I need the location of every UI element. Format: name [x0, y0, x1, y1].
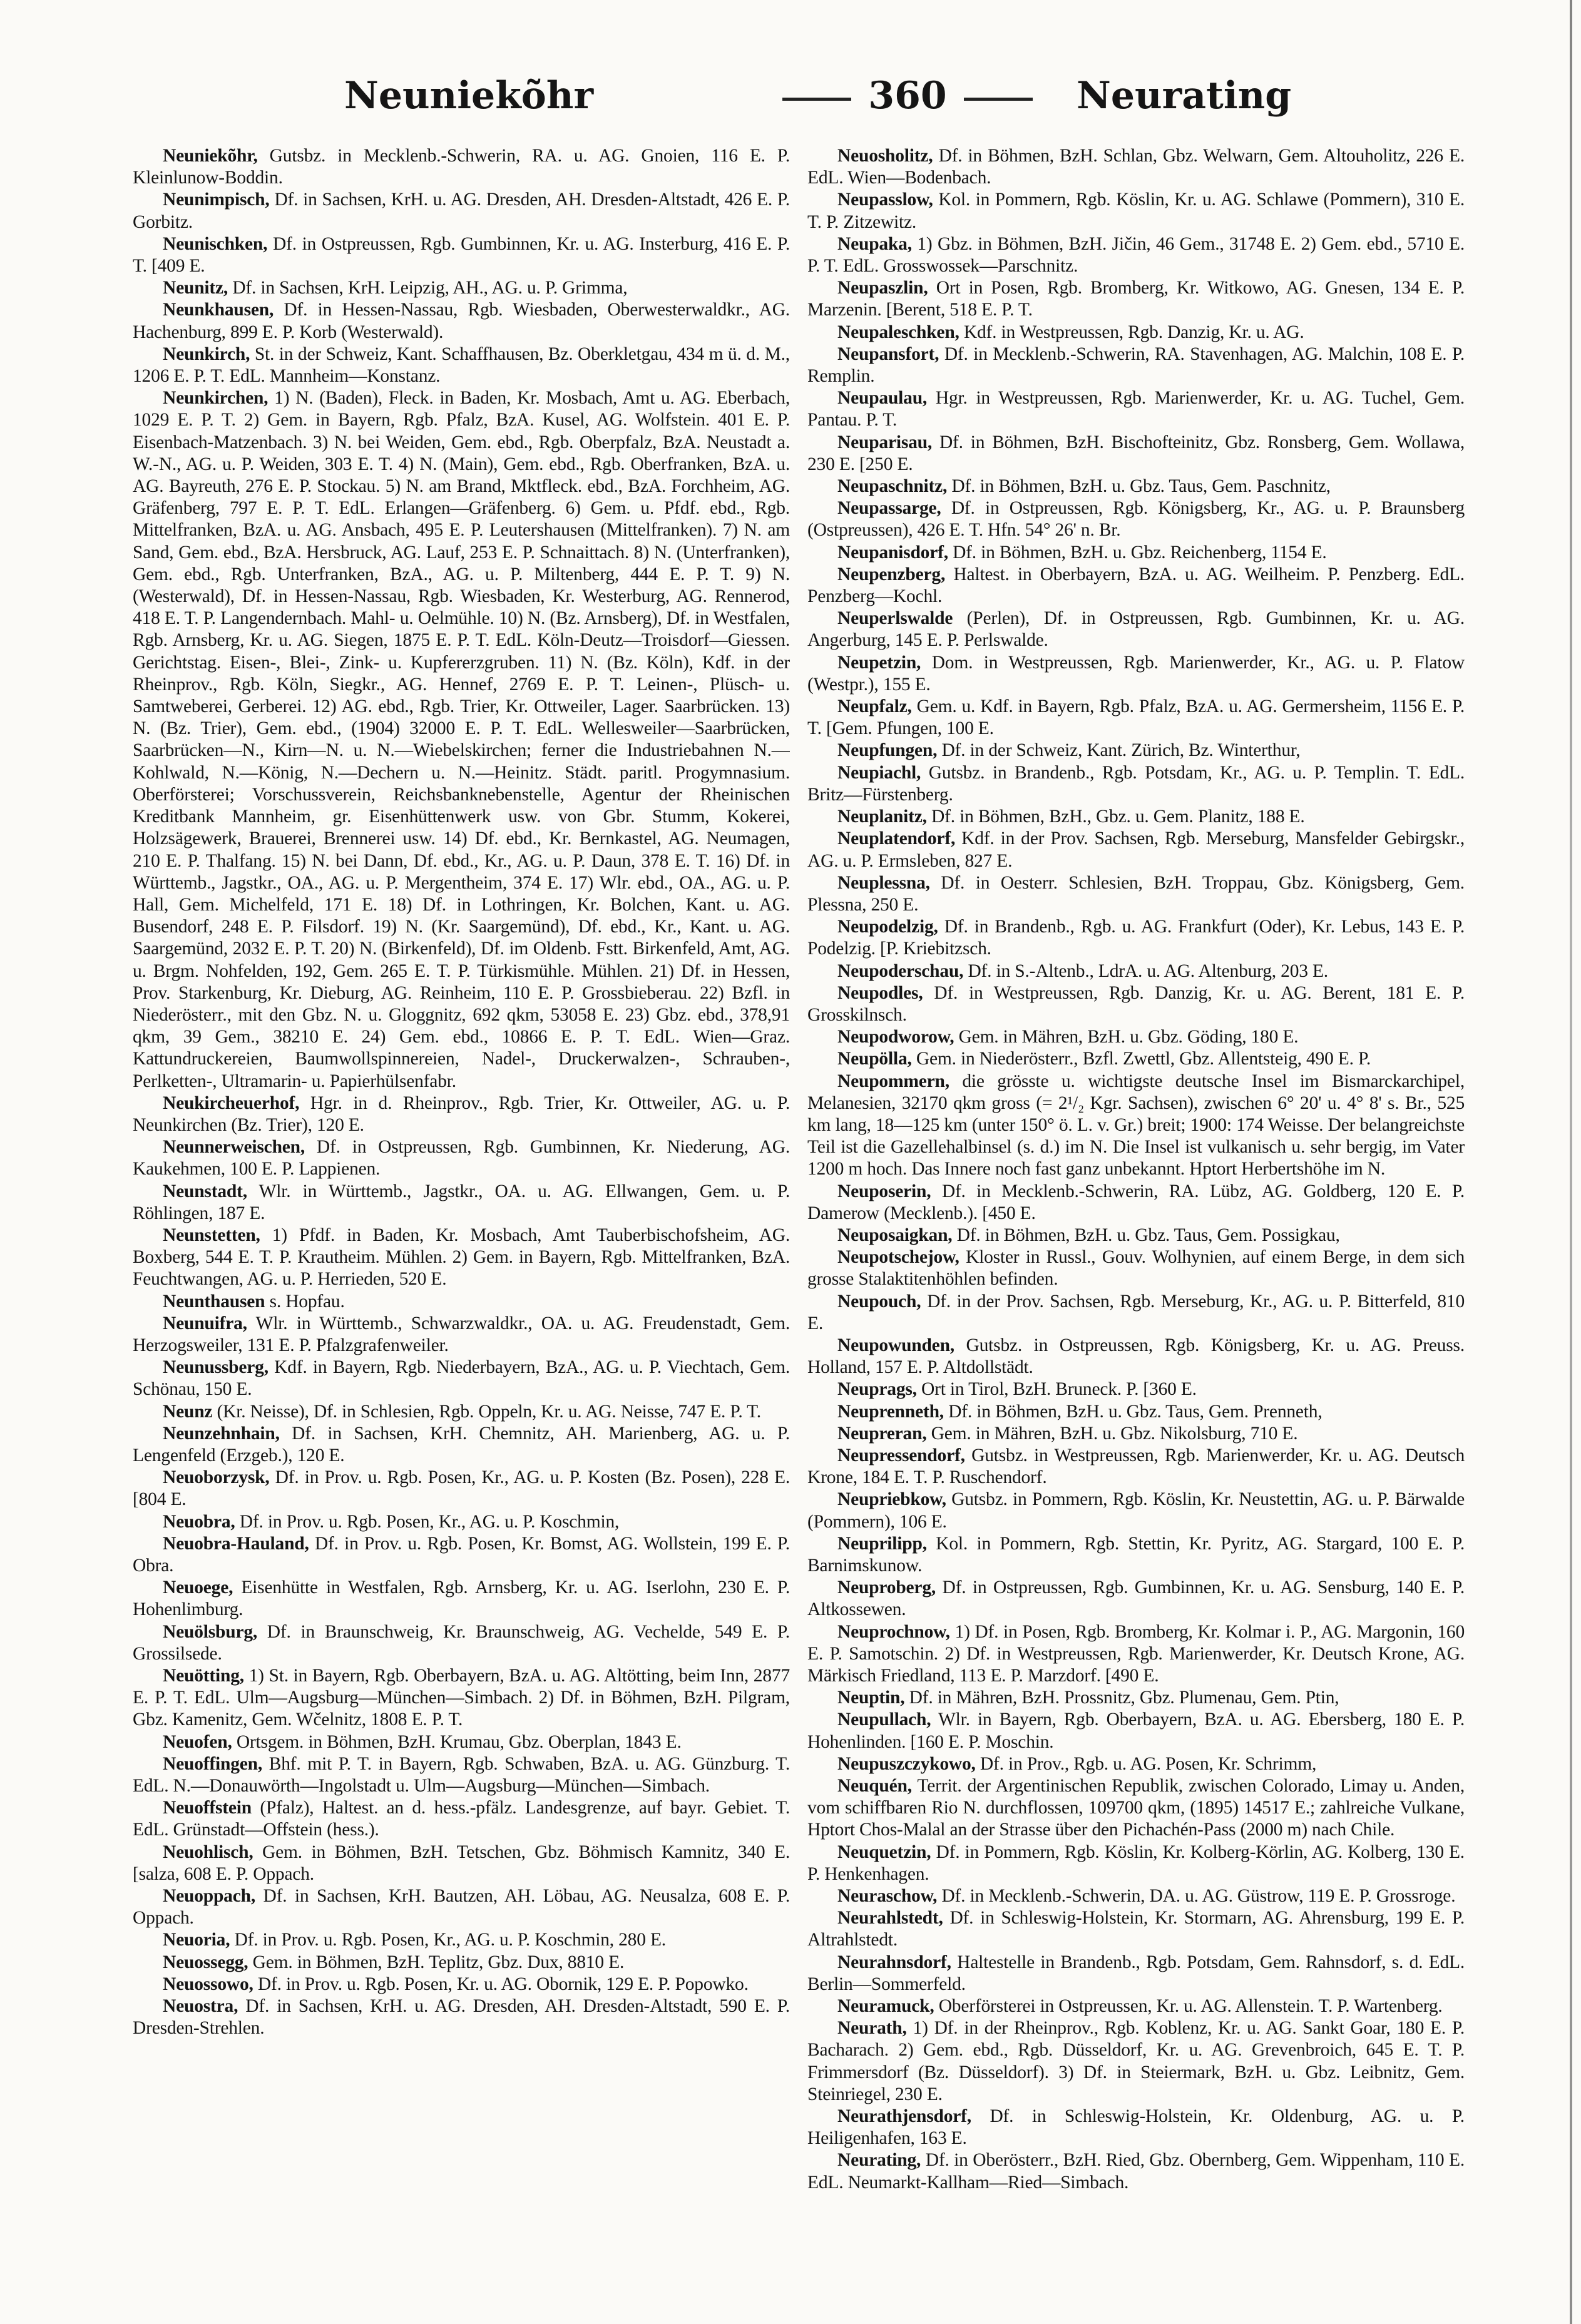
entry	[807, 1775, 1465, 1842]
entry-text: Gem. in Böhmen, BzH. Teplitz, Gbz. Dux, 8810 E.	[248, 1952, 625, 1972]
entry-text: Kdf. in der Prov. Sachsen, Rgb. Merseburg, Mansfelder Gebirgskr., AG. u. P. Ermsleben, 827 E.	[807, 828, 1465, 871]
entry-headword: Neupowunden,	[837, 1335, 954, 1355]
entry-headword: Neuobra-Hauland,	[163, 1533, 309, 1554]
entry-text: 1) Gbz. in Böhmen, BzH. Jičin, 46 Gem., 31748 E. 2) Gem. ebd., 5710 E. P. T. EdL. Grosswossek—Parschnitz.	[807, 233, 1465, 277]
entry-text: Df. in Prov. u. Rgb. Posen, Kr., AG. u. P. Koschmin, 280 E.	[230, 1930, 666, 1950]
entry	[133, 1995, 790, 2039]
entry	[807, 1401, 1465, 1423]
entry-headword: Neunitz,	[163, 278, 228, 298]
entry-headword: Neupasslow,	[837, 190, 933, 210]
entry-text: Hgr. in Westpreussen, Rgb. Marienwerder, Kr. u. AG. Tuchel, Gem. Pantau. P. T.	[807, 388, 1465, 431]
entry-headword: Neuossowo,	[163, 1974, 253, 1994]
entry	[807, 1709, 1465, 1753]
entry	[807, 1842, 1465, 1885]
entry-headword: Neupullach,	[837, 1710, 931, 1730]
entry-headword: Neuperlswalde	[837, 608, 953, 629]
entry	[133, 1225, 790, 1291]
entry-text: Hgr. in d. Rheinprov., Rgb. Trier, Kr. Ottweiler, AG. u. P. Neunkirchen (Bz. Trier), 120 E.	[133, 1093, 790, 1135]
entry	[807, 1489, 1465, 1532]
entry-text: Df. in Mähren, BzH. Prossnitz, Gbz. Plumenau, Gem. Ptin,	[904, 1688, 1339, 1708]
entry-headword: Neupaulau,	[837, 388, 928, 409]
entry	[133, 1842, 790, 1885]
entry-text: Ortsgem. in Böhmen, BzH. Krumau, Gbz. Oberplan, 1843 E.	[232, 1731, 682, 1752]
entry-headword: Neuostra,	[163, 1996, 238, 2017]
header-left-word: Neuniekõhr	[344, 74, 594, 118]
entry	[807, 189, 1465, 233]
entry	[807, 1445, 1465, 1489]
entry-headword: Neurathjensdorf,	[837, 2106, 971, 2127]
entry-headword: Neupaleschken,	[837, 322, 959, 342]
entry-headword: Neuptin,	[837, 1688, 905, 1708]
header-right-word: Neurating	[1077, 74, 1292, 118]
entry-text: Df. in Sachsen, KrH. u. AG. Dresden, AH. Dresden-Altstadt, 590 E. P. Dresden-Strehlen.	[133, 1996, 790, 2039]
entry-headword: Neupommern,	[837, 1071, 949, 1091]
entry-headword: Neuprochnow,	[837, 1621, 950, 1642]
entry-text: Ort in Tirol, BzH. Bruneck. P. [360 E.	[916, 1379, 1197, 1400]
entry-text: Df. in der Prov. Sachsen, Rgb. Merseburg, Kr., AG. u. P. Bitterfeld, 810 E.	[807, 1291, 1465, 1333]
entry-headword: Neupouch,	[837, 1291, 921, 1312]
entry	[807, 497, 1465, 541]
entry-text: Gem. in Niederösterr., Bzfl. Zwettl, Gbz. Allentsteig, 490 E. P.	[911, 1049, 1371, 1069]
entry-headword: Neurahlstedt,	[837, 1908, 943, 1929]
entry-headword: Neuölsburg,	[163, 1621, 258, 1642]
entry-text: Gutsbz. in Ostpreussen, Rgb. Königsberg, Kr. u. AG. Preuss. Holland, 157 E. P. Altdollstädt.	[807, 1335, 1465, 1378]
entry	[133, 1665, 790, 1731]
entry	[807, 1753, 1465, 1775]
entry-headword: Neuoborzysk,	[163, 1467, 270, 1488]
entry-text: Ort in Posen, Rgb. Bromberg, Kr. Witkowo, AG. Gnesen, 134 E. P. Marzenin. [Berent, 518 E. P. T.	[807, 278, 1465, 320]
entry	[807, 608, 1465, 651]
entry-text: Df. in der Schweiz, Kant. Zürich, Bz. Winterthur,	[937, 740, 1301, 761]
entry	[133, 1952, 790, 1974]
entry-headword: Neuoria,	[163, 1930, 230, 1950]
entry	[807, 322, 1465, 344]
entry-headword: Neunthausen	[163, 1291, 265, 1312]
entry-headword: Neupreran,	[837, 1423, 927, 1444]
entry-headword: Neuquetzin,	[837, 1842, 931, 1862]
entry-headword: Neupölla,	[837, 1049, 912, 1069]
entry-headword: Neupaka,	[837, 233, 912, 254]
entry	[133, 299, 790, 343]
entry-headword: Neurahnsdorf,	[837, 1952, 951, 1972]
entry-text: Df. in Pommern, Rgb. Köslin, Kr. Kolberg-Körlin, AG. Kolberg, 130 E. P. Henkenhagen.	[807, 1842, 1465, 1884]
entry-headword: Neunnerweischen,	[163, 1137, 305, 1158]
entry-headword: Neunkhausen,	[163, 300, 274, 320]
entry	[133, 277, 790, 299]
entry-headword: Neuoffstein	[163, 1798, 252, 1818]
entry-text: Df. in Mecklenb.-Schwerin, RA. Lübz, AG. Goldberg, 120 E. P. Damerow (Mecklenb.). [450 E.	[807, 1181, 1465, 1223]
entry	[133, 387, 790, 1093]
entry-text: Df. in Ostpreussen, Rgb. Gumbinnen, Kr. u. AG. Insterburg, 416 E. P. T. [409 E.	[133, 233, 790, 277]
entry-text: Gutsbz. in Mecklenb.-Schwerin, RA. u. AG. Gnoien, 116 E. P. Kleinlunow-Boddin.	[133, 146, 790, 188]
entry	[807, 828, 1465, 872]
right-column	[807, 145, 1465, 2316]
entry-headword: Neurating,	[837, 2150, 921, 2171]
entry-text: Df. in Mecklenb.-Schwerin, RA. Stavenhagen, AG. Malchin, 108 E. P. Remplin.	[807, 344, 1465, 387]
entry	[807, 2017, 1465, 2106]
entry-text: Wlr. in Württemb., Schwarzwaldkr., OA. u. AG. Freudenstadt, Gem. Herzogsweiler, 131 E. P. Pfalzgrafenweiler.	[133, 1313, 790, 1355]
entry	[807, 1291, 1465, 1335]
entry-text: Df. in Schleswig-Holstein, Kr. Oldenburg, AG. u. P. Heiligenhafen, 163 E.	[807, 2106, 1465, 2149]
entry-headword: Neunkirchen,	[163, 388, 269, 409]
entry	[807, 1577, 1465, 1621]
entry	[133, 1313, 790, 1357]
entry-headword: Neuramuck,	[837, 1996, 934, 2017]
entry-text: Df. in Sachsen, KrH. Chemnitz, AH. Marienberg, AG. u. P. Lengenfeld (Erzgeb.), 120 E.	[133, 1423, 790, 1465]
entry	[133, 233, 790, 277]
entry	[133, 1533, 790, 1577]
entry-text: (Kr. Neisse), Df. in Schlesien, Rgb. Oppeln, Kr. u. AG. Neisse, 747 E. P. T.	[212, 1401, 761, 1422]
entry-headword: Neupoderschau,	[837, 961, 964, 981]
entry	[807, 564, 1465, 608]
entry-text: Df. in Böhmen, BzH. u. Gbz. Reichenberg, 1154 E.	[948, 542, 1327, 563]
entry	[807, 145, 1465, 189]
entry	[807, 652, 1465, 696]
entry-headword: Neuossegg,	[163, 1952, 248, 1972]
entry-text: Kdf. in Westpreussen, Rgb. Danzig, Kr. u. AG.	[959, 322, 1304, 342]
entry-text: Df. in Ostpreussen, Rgb. Gumbinnen, Kr. u. AG. Sensburg, 140 E. P. Altkossewen.	[807, 1577, 1465, 1620]
entry	[807, 1335, 1465, 1379]
entry-text: Df. in Böhmen, BzH. Schlan, Gbz. Welwarn, Gem. Altouholitz, 226 E. EdL. Wien—Bodenbach.	[807, 146, 1465, 188]
entry-text: Df. in Ostpreussen, Rgb. Gumbinnen, Kr. Niederung, AG. Kaukehmen, 100 E. P. Lappienen.	[133, 1137, 790, 1180]
entry-text: Df. in Sachsen, KrH. u. AG. Dresden, AH. Dresden-Altstadt, 426 E. P. Gorbitz.	[133, 190, 790, 232]
entry-text: 1) St. in Bayern, Rgb. Oberbayern, BzA. u. AG. Altötting, beim Inn, 2877 E. P. T. EdL. Ulm—Augsburg—München—Simbach. 2) Df. in Böhmen, BzH. Pilgram, Gbz. Kamenitz, Gem. Wčelnitz, 1808 E. P. T.	[133, 1666, 790, 1730]
entry	[807, 1225, 1465, 1246]
entry	[807, 1621, 1465, 1688]
entry	[807, 542, 1465, 564]
entry-headword: Neuoege,	[163, 1577, 233, 1598]
entry	[807, 1379, 1465, 1400]
entry-text: Df. in Prov. u. Rgb. Posen, Kr., AG. u. P. Koschmin,	[235, 1511, 620, 1532]
entry-text: Df. in Braunschweig, Kr. Braunschweig, AG. Vechelde, 549 E. P. Grossilsede.	[133, 1621, 790, 1664]
entry-text: Oberförsterei in Ostpreussen, Kr. u. AG. Allenstein. T. P. Wartenberg.	[934, 1996, 1443, 2017]
entry-text: Df. in Oberösterr., BzH. Ried, Gbz. Obernberg, Gem. Wippenham, 110 E. EdL. Neumarkt-Kallham—Ried—Simbach.	[807, 2150, 1465, 2193]
entry-headword: Neunuifra,	[163, 1313, 247, 1333]
entry-text: Df. in S.-Altenb., LdrA. u. AG. Altenburg, 203 E.	[963, 961, 1328, 981]
entry-text: Df. in Schleswig-Holstein, Kr. Stormarn, AG. Ahrensburg, 199 E. P. Altrahlstedt.	[807, 1908, 1465, 1950]
entry-headword: Neunzehnhain,	[163, 1423, 280, 1444]
entry	[133, 1423, 790, 1467]
entry-text: Gutsbz. in Pommern, Rgb. Köslin, Kr. Neustettin, AG. u. P. Bärwalde (Pommern), 106 E.	[807, 1489, 1465, 1532]
entry	[133, 1467, 790, 1511]
entry	[133, 1511, 790, 1533]
entry-text: Df. in Böhmen, BzH. u. Gbz. Taus, Gem. Paschnitz,	[947, 476, 1331, 497]
entry	[807, 982, 1465, 1026]
entry-text: Df. in Böhmen, BzH. u. Gbz. Taus, Gem. Possigkau,	[952, 1225, 1340, 1245]
entry	[133, 1291, 790, 1313]
entry-text: Haltestelle in Brandenb., Rgb. Potsdam, Gem. Rahnsdorf, s. d. EdL. Berlin—Sommerfeld.	[807, 1952, 1465, 1994]
entry	[133, 1093, 790, 1136]
entry	[807, 806, 1465, 828]
entry	[807, 1907, 1465, 1951]
entry-text: Gem. u. Kdf. in Bayern, Rgb. Pfalz, BzA. u. AG. Germersheim, 1156 E. P. T. [Gem. Pfungen, 100 E.	[807, 696, 1465, 739]
entry-text: St. in der Schweiz, Kant. Schaffhausen, Bz. Oberkletgau, 434 m ü. d. M., 1206 E. P. T. EdL. Mannheim—Konstanz.	[133, 344, 790, 387]
entry-text: Df. in Böhmen, BzH. Bischofteinitz, Gbz. Ronsberg, Gem. Wollawa, 230 E. [250 E.	[807, 432, 1465, 474]
entry-text: Gutsbz. in Westpreussen, Rgb. Marienwerder, Kr. u. AG. Deutsch Krone, 184 E. T. P. Ruschendorf.	[807, 1445, 1465, 1488]
entry-headword: Neuniekõhr,	[163, 146, 258, 166]
entry-text: Df. in Prov. u. Rgb. Posen, Kr., AG. u. P. Kosten (Bz. Posen), 228 E. [804 E.	[133, 1467, 790, 1510]
entry	[807, 1246, 1465, 1290]
entry-headword: Neuproberg,	[837, 1577, 936, 1598]
entry-text: Kol. in Pommern, Rgb. Köslin, Kr. u. AG. Schlawe (Pommern), 310 E. T. P. Zitzewitz.	[807, 190, 1465, 232]
entry-headword: Neunussberg,	[163, 1357, 269, 1378]
entry-headword: Neupodles,	[837, 982, 923, 1003]
entry-headword: Neuprags,	[837, 1379, 917, 1400]
entry-text: Df. in Sachsen, KrH. Bautzen, AH. Löbau, AG. Neusalza, 608 E. P. Oppach.	[133, 1886, 790, 1929]
entry-headword: Neuposerin,	[837, 1181, 931, 1201]
entry-text: 1) Df. in der Rheinprov., Rgb. Koblenz, Kr. u. AG. Sankt Goar, 180 E. P. Bacharach. 2) Gem. ebd., Rgb. Düsseldorf, Kr. u. AG. Grevenbroich, 645 E. T. P. Frimmersdorf (Bz. Düsseldorf). 3) Df. in Steiermark, BzH. u. Gbz. Leibnitz, Gem. Steinriegel, 230 E.	[807, 2018, 1465, 2104]
entry	[133, 1731, 790, 1753]
entry-headword: Neuoffingen,	[163, 1753, 263, 1774]
entry-headword: Neupetzin,	[837, 652, 921, 673]
entry-text: Df. in Prov., Rgb. u. AG. Posen, Kr. Schrimm,	[975, 1753, 1317, 1774]
entry-headword: Neuprilipp,	[837, 1533, 927, 1554]
entry	[133, 1929, 790, 1951]
entry-text: Wlr. in Württemb., Jagstkr., OA. u. AG. Ellwangen, Gem. u. P. Röhlingen, 187 E.	[133, 1181, 790, 1223]
entry-text: 1) Df. in Posen, Rgb. Bromberg, Kr. Kolmar i. P., AG. Margonin, 160 E. P. Samotschin. 2) Df. in Westpreussen, Rgb. Marienwerder, Kr. Deutsch Krone, AG. Märkisch Friedland, 113 E. P. Marzdorf. [490 E.	[807, 1621, 1465, 1686]
entry	[807, 432, 1465, 476]
entry-text: Kdf. in Bayern, Rgb. Niederbayern, BzA., AG. u. P. Viechtach, Gem. Schönau, 150 E.	[133, 1357, 790, 1400]
entry	[807, 1071, 1465, 1181]
entry-headword: Neupaszlin,	[837, 278, 928, 298]
entry	[133, 1753, 790, 1797]
entry	[133, 344, 790, 387]
entry	[133, 1797, 790, 1841]
entry-text: Df. in Mecklenb.-Schwerin, DA. u. AG. Güstrow, 119 E. P. Grossroge.	[937, 1886, 1456, 1907]
entry-headword: Neuosholitz,	[837, 146, 933, 166]
entry-headword: Neuplanitz,	[837, 807, 927, 827]
entry	[133, 145, 790, 189]
entry-text: Wlr. in Bayern, Rgb. Oberbayern, BzA. u. AG. Ebersberg, 180 E. P. Hohenlinden. [160 E. P. Moschin.	[807, 1710, 1465, 1752]
entry-headword: Neupodelzig,	[837, 917, 938, 937]
entry-headword: Neuobra,	[163, 1511, 235, 1532]
entry-text: die grösste u. wichtigste deutsche Insel im Bismarckarchipel, Melanesien, 32170 qkm gross (= 2¹/₂ Kgr. Sachsen), zwischen 6° 20' u. 4° 8' s. Br., 525 km lang, 18—125 km (unter 150° ö. L. v. Gr.) breit; 1900: 174 Weisse. Der belangreichste Teil ist die Gazellehalbinsel (s. d.) im N. Die Insel ist vulkanisch u. sehr bergig, im Vater 1200 m hoch. Das Innere noch fast ganz unbekannt. Hptort Herbertshöhe im N.	[807, 1071, 1465, 1180]
entry-text: Eisenhütte in Westfalen, Rgb. Arnsberg, Kr. u. AG. Iserlohn, 230 E. P. Hohenlimburg.	[133, 1577, 790, 1620]
entry-text: Kloster in Russl., Gouv. Wolhynien, auf einem Berge, in dem sich grosse Stalaktitenhöhlen befinden.	[807, 1247, 1465, 1290]
entry-headword: Neupenzberg,	[837, 564, 946, 584]
entry-text: Gem. in Böhmen, BzH. Tetschen, Gbz. Böhmisch Kamnitz, 340 E. [salza, 608 E. P. Oppach.	[133, 1842, 790, 1884]
entry	[807, 961, 1465, 982]
entry-headword: Neuohlisch,	[163, 1842, 253, 1862]
entry	[133, 1885, 790, 1929]
entry-headword: Neupriebkow,	[837, 1489, 946, 1510]
entry-headword: Neupodworow,	[837, 1027, 954, 1047]
entry	[133, 1577, 790, 1621]
entry-headword: Neupaschnitz,	[837, 476, 948, 497]
entry-headword: Neuötting,	[163, 1666, 244, 1686]
entry-headword: Neuquén,	[837, 1776, 912, 1797]
entry-headword: Neuofen,	[163, 1731, 232, 1752]
entry	[133, 1357, 790, 1400]
entry	[807, 916, 1465, 960]
entry	[807, 1995, 1465, 2017]
entry-text: Df. in Prov. u. Rgb. Posen, Kr. u. AG. Obornik, 129 E. P. Popowko.	[253, 1974, 749, 1994]
entry-headword: Neupotschejow,	[837, 1247, 959, 1268]
entry	[807, 344, 1465, 387]
entry-text: Df. in Oesterr. Schlesien, BzH. Troppau, Gbz. Königsberg, Gem. Plessna, 250 E.	[807, 872, 1465, 915]
entry	[807, 1048, 1465, 1070]
entry-text: Df. in Böhmen, BzH., Gbz. u. Gem. Planitz, 188 E.	[926, 807, 1305, 827]
entry-text: Gutsbz. in Brandenb., Rgb. Potsdam, Kr., AG. u. P. Templin. T. EdL. Britz—Fürstenberg.	[807, 762, 1465, 805]
entry-text: (Perlen), Df. in Ostpreussen, Rgb. Gumbinnen, Kr. u. AG. Angerburg, 145 E. P. Perlswalde.	[807, 608, 1465, 651]
entry	[133, 1181, 790, 1225]
entry-headword: Neupuszczykowo,	[837, 1753, 976, 1774]
entry	[807, 1687, 1465, 1709]
entry-headword: Neunimpisch,	[163, 190, 270, 210]
entry-headword: Neunstetten,	[163, 1225, 260, 1245]
entry	[807, 696, 1465, 740]
entry-text: Bhf. mit P. T. in Bayern, Rgb. Schwaben, BzA. u. AG. Günzburg. T. EdL. N.—Donauwörth—Ingolstadt u. Ulm—Augsburg—München—Simbach.	[133, 1753, 790, 1797]
entry	[133, 1974, 790, 1995]
entry-text: Gem. in Mähren, BzH. u. Gbz. Göding, 180 E.	[954, 1027, 1299, 1047]
entry-headword: Neukircheuerhof,	[163, 1093, 300, 1113]
entry-headword: Neupassarge,	[837, 498, 941, 519]
entry-text: Df. in Böhmen, BzH. u. Gbz. Taus, Gem. Prenneth,	[943, 1401, 1323, 1422]
entry	[807, 1885, 1465, 1907]
entry-text: Haltest. in Oberbayern, BzA. u. AG. Weilheim. P. Penzberg. EdL. Penzberg—Kochl.	[807, 564, 1465, 607]
entry-text: Df. in Sachsen, KrH. Leipzig, AH., AG. u. P. Grimma,	[228, 278, 628, 298]
entry	[807, 1181, 1465, 1225]
entry-headword: Neupiachl,	[837, 762, 921, 783]
entry-text: Df. in Ostpreussen, Rgb. Königsberg, Kr., AG. u. P. Braunsberg (Ostpreussen), 426 E. T. Hfn. 54° 26' n. Br.	[807, 498, 1465, 541]
entry-text: Territ. der Argentinischen Republik, zwischen Colorado, Limay u. Anden, vom schiffbaren Rio N. durchflossen, 109700 qkm, (1895) 14517 E.; zahlreiche Vulkane, Hptort Chos-Malal an der Strasse über den Pichachén-Pass (2000 m) nach Chile.	[807, 1776, 1465, 1840]
entry	[807, 1026, 1465, 1048]
entry	[807, 872, 1465, 916]
entry-headword: Neuparisau,	[837, 432, 933, 452]
entry	[807, 233, 1465, 277]
entry-text: Df. in Prov. u. Rgb. Posen, Kr. Bomst, AG. Wollstein, 199 E. P. Obra.	[133, 1533, 790, 1576]
entry-headword: Neupansfort,	[837, 344, 939, 364]
entry-headword: Neuposaigkan,	[837, 1225, 953, 1245]
entry-text: Df. in Hessen-Nassau, Rgb. Wiesbaden, Oberwesterwaldkr., AG. Hachenburg, 899 E. P. Korb (Westerwald).	[133, 300, 790, 342]
entry-headword: Neuplatendorf,	[837, 828, 956, 849]
entry	[133, 1136, 790, 1180]
entry	[807, 2149, 1465, 2193]
entry	[807, 1533, 1465, 1577]
entry-headword: Neunz	[163, 1401, 213, 1422]
entry-text: Kol. in Pommern, Rgb. Stettin, Kr. Pyritz, AG. Stargard, 100 E. P. Barnimskunow.	[807, 1533, 1465, 1576]
entry	[807, 762, 1465, 806]
entry-text: 1) Pfdf. in Baden, Kr. Mosbach, Amt Tauberbischofsheim, AG. Boxberg, 544 E. T. P. Krautheim. Mühlen. 2) Gem. in Bayern, Rgb. Mittelfranken, BzA. Feuchtwangen, AG. u. P. Herrieden, 520 E.	[133, 1225, 790, 1290]
entry	[807, 1952, 1465, 1995]
entry	[807, 2106, 1465, 2149]
entry-text: Dom. in Westpreussen, Rgb. Marienwerder, Kr., AG. u. P. Flatow (Westpr.), 155 E.	[807, 652, 1465, 695]
entry	[133, 189, 790, 233]
entry-headword: Neupfalz,	[837, 696, 912, 717]
entry-text: Df. in Westpreussen, Rgb. Danzig, Kr. u. AG. Berent, 181 E. P. Grosskilnsch.	[807, 982, 1465, 1025]
entry-headword: Neuprenneth,	[837, 1401, 944, 1422]
entry-headword: Neunstadt,	[163, 1181, 247, 1201]
entry	[807, 476, 1465, 497]
entry-headword: Neunischken,	[163, 233, 268, 254]
entry-text: (Pfalz), Haltest. an d. hess.-pfälz. Landesgrenze, auf bayr. Gebiet. T. EdL. Grünstadt—Offstein (hess.).	[133, 1798, 790, 1840]
page-number: 360	[807, 74, 1008, 118]
entry-headword: Neupanisdorf,	[837, 542, 948, 563]
entry-headword: Neunkirch,	[163, 344, 250, 364]
entry-text: 1) N. (Baden), Fleck. in Baden, Kr. Mosbach, Amt u. AG. Eberbach, 1029 E. P. T. 2) Gem. in Bayern, Rgb. Pfalz, BzA. Kusel, AG. Wolfstein. 401 E. P. Eisenbach-Matzenbach. 3) N. bei Weiden, Gem. ebd., Rgb. Oberpfalz, BzA. Neustadt a. W.-N., AG. u. P. Weiden, 303 E. T. 4) N. (Main), Gem. ebd., Rgb. Oberfranken, BzA. u. AG. Bayreuth, 276 E. P. Stockau. 5) N. am Brand, Mktfleck. ebd., BzA. Forchheim, AG. Gräfenberg, 797 E. P. T. EdL. Erlangen—Gräfenberg. 6) Gem. u. Pfdf. ebd., Rgb. Mittelfranken, BzA. u. AG. Ansbach, 495 E. P. Leutershausen (Mittelfranken). 7) N. am Sand, Gem. ebd., BzA. Hersbruck, AG. Lauf, 253 E. P. Schnaittach. 8) N. (Unterfranken), Gem. ebd., Rgb. Unterfranken, BzA., AG. u. P. Miltenberg, 444 E. P. T. 9) N. (Westerwald), Df. in Hessen-Nassau, Rgb. Wiesbaden, Kr. Westerburg, AG. Rennerod, 418 E. T. P. Langendernbach. Mahl- u. Oelmühle. 10) N. (Bz. Arnsberg), Df. in Westfalen, Rgb. Arnsberg, Kr. u. AG. Siegen, 1875 E. P. T. EdL. Köln-Deutz—Troisdorf—Giessen. Gerichtstag. Eisen-, Blei-, Zink- u. Kupfererzgruben. 11) N. (Bz. Köln), Kdf. in der Rheinprov., Rgb. Köln, Siegkr., AG. Hennef, 2769 E. P. T. Leinen-, Plüsch- u. Samtweberei, Gerberei. 12) AG. ebd., Rgb. Trier, Kr. Ottweiler, Lager. Saarbrücken. 13) N. (Bz. Trier), Gem. ebd., (1904) 32000 E. P. T. EdL. Wellesweiler—Saarbrücken, Saarbrücken—N., Kirn—N. u. N.—Wiebelskirchen; ferner die Industriebahnen N.—Kohlwald, N.—König, N.—Dechern u. N.—Heinitz. Städt. paritl. Progymnasium. Oberförsterei; Vorschussverein, Reichsbanknebenstelle, Agentur der Rheinischen Kreditbank Mannheim, gr. Eisenhüttenwerk usw. von Gbr. Stumm, Kokerei, Holzsägewerk, Brauerei, Brennerei usw. 14) Df. ebd., Kr. Bernkastel, AG. Neumagen, 210 E. P. Thalfang. 15) N. bei Dann, Df. ebd., Kr., AG. u. P. Daun, 378 E. T. 16) Df. in Württemb., Jagstkr., OA., AG. u. P. Mergentheim, 374 E. 17) Wlr. ebd., OA., AG. u. P. Hall, Gem. Michelfeld, 171 E. 18) Df. in Lothringen, Kr. Bolchen, Kant. u. AG. Busendorf, 248 E. P. Filsdorf. 19) N. (Kr. Saargemünd), Df. ebd., Kr., Kant. u. AG. Saargemünd, 2032 E. P. T. 20) N. (Birkenfeld), Df. im Oldenb. Fstt. Birkenfeld, Amt, AG. u. Brgm. Nohfelden, 192, Gem. 265 E. T. P. Türkismühle. Mühlen. 21) Df. in Hessen, Prov. Starkenburg, Kr. Dieburg, AG. Reinheim, 110 E. P. Grossbieberau. 22) Bzfl. in Niederösterr., mit den Gbz. N. u. Gloggnitz, 692 qkm, 53058 E. 23) Gbz. ebd., 378,91 qkm, 39 Gem., 38210 E. 24) Gem. ebd., 10866 E. P. T. EdL. Wien—Graz. Kattundruckereien, Baumwollspinnereien, Nadel-, Druckerwalzen-, Schrauben-, Perlketten-, Ultramarin- u. Papierhülsenfabr.	[133, 388, 790, 1091]
entry	[807, 387, 1465, 431]
left-column	[133, 145, 790, 2316]
entry	[133, 1621, 790, 1665]
entry-text: Gem. in Mähren, BzH. u. Gbz. Nikolsburg, 710 E.	[926, 1423, 1298, 1444]
entry-text: Df. in Brandenb., Rgb. u. AG. Frankfurt (Oder), Kr. Lebus, 143 E. P. Podelzig. [P. Kriebitzsch.	[807, 917, 1465, 959]
entry	[807, 740, 1465, 762]
entry-headword: Neupressendorf,	[837, 1445, 965, 1465]
entry	[807, 277, 1465, 321]
entry-headword: Neuraschow,	[837, 1886, 938, 1907]
entry	[133, 1401, 790, 1423]
entry	[807, 1423, 1465, 1445]
entry-headword: Neuoppach,	[163, 1886, 255, 1907]
entry-headword: Neurath,	[837, 2018, 907, 2039]
entry-headword: Neuplessna,	[837, 872, 930, 893]
entry-headword: Neupfungen,	[837, 740, 938, 761]
entry-text: s. Hopfau.	[265, 1291, 345, 1312]
running-header	[125, 74, 1456, 130]
